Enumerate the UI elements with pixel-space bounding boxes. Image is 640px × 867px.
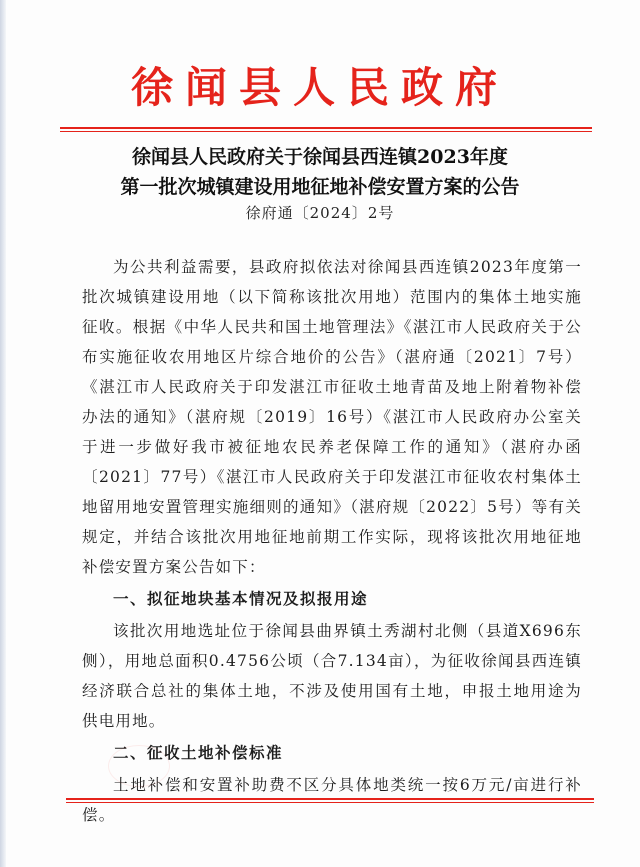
section-2-heading: 二、征收土地补偿标准 [113, 744, 284, 762]
doc-number: 徐府通〔2024〕2号 [245, 204, 395, 222]
intro-paragraph: 为公共利益需要，县政府拟依法对徐闻县西连镇2023年度第一批次城镇建设用地（以下简称该批次用地）范围内的集体土地实施征收。根据《中华人民共和国土地管理法》《湛江市人民政府关于公布实施征收农用地区片综合地价的公告》（湛府通〔2021〕7号）《湛江市人民政府关于印发湛江市征收土地青苗及地上附着物补偿办法的通知》（湛府规〔2019〕16号）《湛江市人民政府办公室关于进一步做好我市被征地农民养老保障工作的通知》（湛府办函〔2021〕77号）《湛江市人民政府关于印发湛江市征收农村集体土地留用地安置管理实施细则的通知》（湛府规〔2022〕5号）等有关规定，并结合该批次用地征地前期工作实际，现将该批次用地征地补偿安置方案公告如下： [82, 258, 582, 576]
footer-rule [66, 798, 594, 800]
masthead: 徐闻县人民政府 [130, 63, 509, 112]
section-2-paragraph: 土地补偿和安置补助费不区分具体地类统一按6万元/亩进行补偿。 [82, 776, 582, 824]
footer-rule-thin [66, 802, 594, 803]
faint-seal-mark [108, 745, 170, 787]
masthead-rule-thin [60, 131, 592, 132]
page-edge-shadow [0, 0, 6, 867]
section-1-heading: 一、拟征地块基本情况及拟报用途 [113, 590, 369, 608]
masthead-rule [60, 127, 592, 129]
title-line-1: 徐闻县人民政府关于徐闻县西连镇2023年度 [132, 146, 508, 168]
title-line-2: 第一批次城镇建设用地征地补偿安置方案的公告 [120, 176, 520, 198]
section-1-paragraph: 该批次用地选址位于徐闻县曲界镇土秀湖村北侧（县道X696东侧），用地总面积0.4756公顷（合7.134亩），为征收徐闻县西连镇经济联合总社的集体土地，不涉及使用国有土地，申报土地用途为供电用地。 [82, 622, 582, 730]
document-body [82, 252, 582, 830]
